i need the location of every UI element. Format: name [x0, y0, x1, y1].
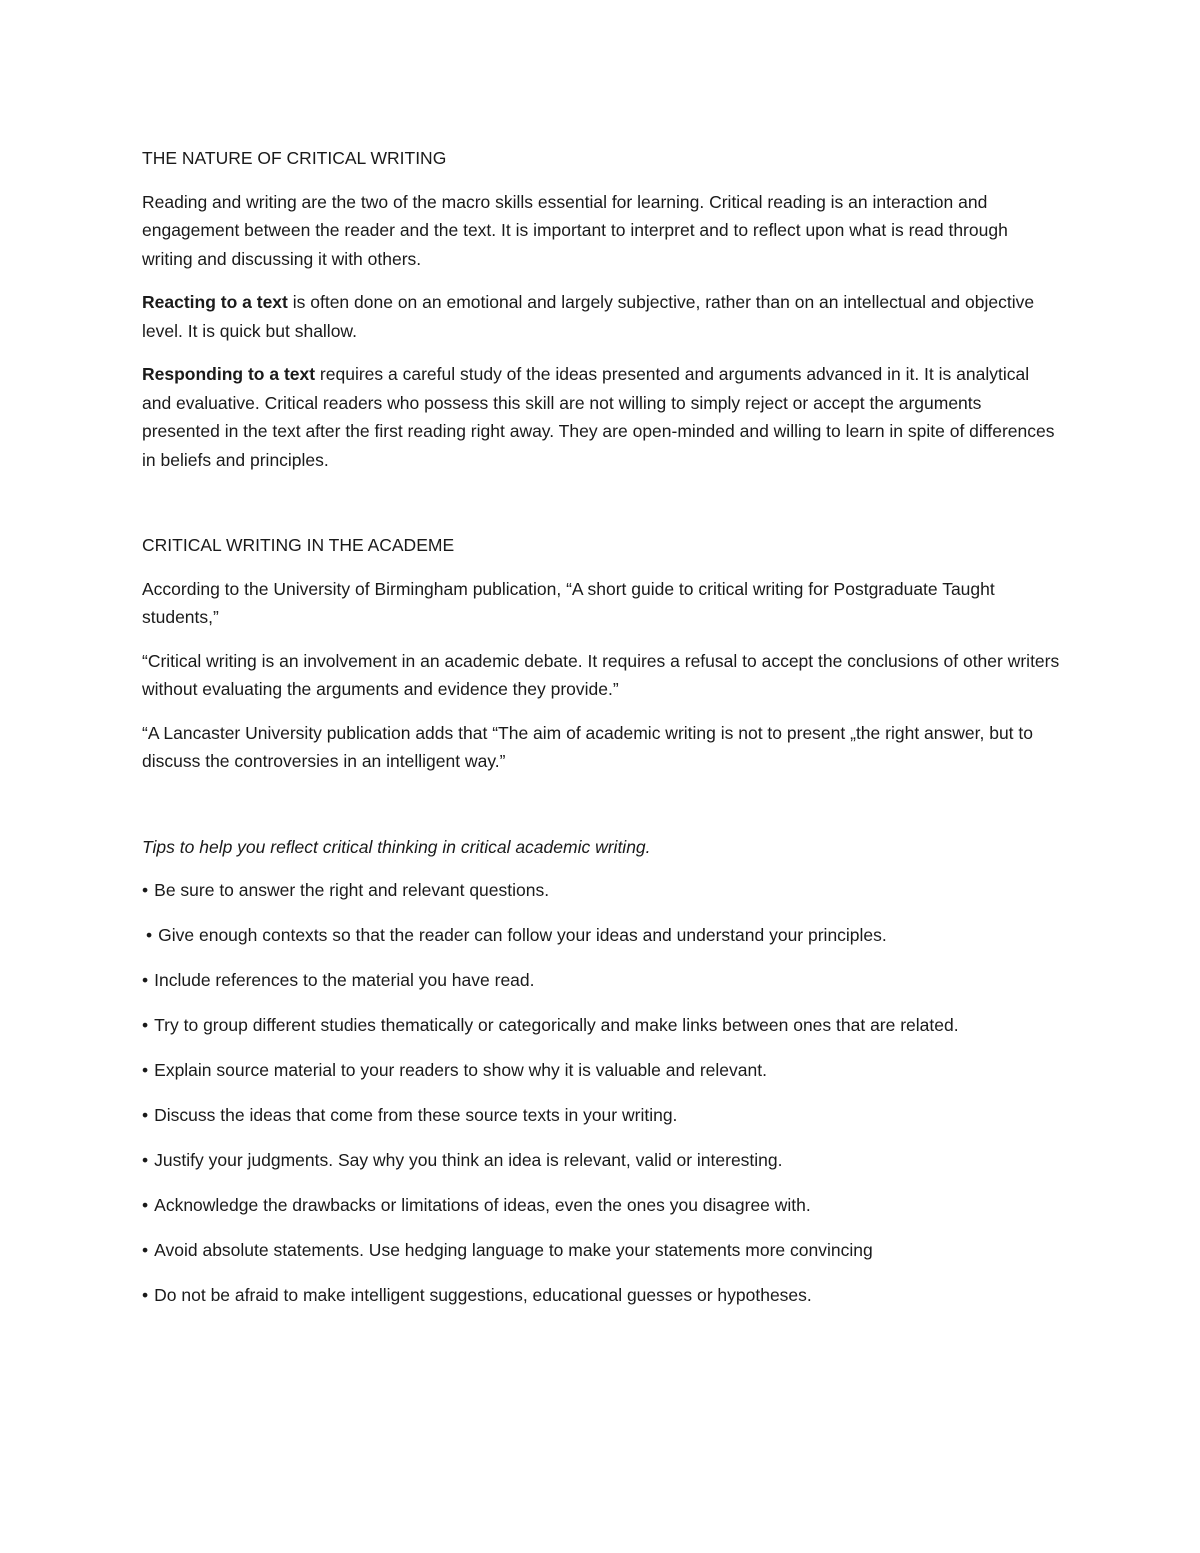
list-item [142, 1056, 1062, 1085]
list-item [142, 921, 1062, 950]
section-spacer [142, 489, 1062, 531]
section-spacer [142, 791, 1062, 833]
bullet-icon: • [142, 880, 149, 900]
bullet-icon: • [142, 1150, 149, 1170]
list-item [142, 1281, 1062, 1310]
list-item-text: Explain source material to your readers to show why it is valuable and relevant. [154, 1060, 767, 1080]
list-item-text: Discuss the ideas that come from these source texts in your writing. [154, 1105, 678, 1125]
list-item-text: Avoid absolute statements. Use hedging language to make your statements more convincing [154, 1240, 873, 1260]
list-item-text: Give enough contexts so that the reader can follow your ideas and understand your principles. [158, 925, 887, 945]
list-item-text: Be sure to answer the right and relevant questions. [154, 880, 550, 900]
bullet-icon: • [142, 1060, 149, 1080]
tips-list [142, 876, 1062, 1310]
paragraph-responding [142, 360, 1062, 474]
tips-intro: Tips to help you reflect critical thinking in critical academic writing. [142, 836, 651, 857]
list-item [142, 876, 1062, 905]
bullet-icon: • [146, 925, 153, 945]
paragraph-lancaster-quote: “A Lancaster University publication adds that “The aim of academic writing is not to present „the right answer, but to discuss the controversies in an intelligent way.” [142, 722, 1033, 771]
list-item [142, 1236, 1062, 1265]
term-reacting: Reacting to a text [142, 292, 288, 312]
list-item-text: Justify your judgments. Say why you think an idea is relevant, valid or interesting. [154, 1150, 783, 1170]
list-item [142, 966, 1062, 995]
bullet-icon: • [142, 1240, 149, 1260]
section-heading-academe: CRITICAL WRITING IN THE ACADEME [142, 535, 455, 555]
paragraph-responding-text: requires a careful study of the ideas presented and arguments advanced in it. It is analytical and evaluative. Critical readers who possess this skill are not willing to simply reject or accept the arguments presented in the text after the first reading right away. They are open-minded and willing to learn in spite of differences in beliefs and principles. [142, 364, 1055, 470]
list-item [142, 1191, 1062, 1220]
list-item-text: Acknowledge the drawbacks or limitations of ideas, even the ones you disagree with. [154, 1195, 811, 1215]
term-responding: Responding to a text [142, 364, 316, 384]
bullet-icon: • [142, 1105, 149, 1125]
section-heading-nature: THE NATURE OF CRITICAL WRITING [142, 148, 447, 168]
bullet-icon: • [142, 1195, 149, 1215]
paragraph-macro-skills: Reading and writing are the two of the macro skills essential for learning. Critical reading is an interaction and engagement between the reader and the text. It is important to interpret and to reflect upon what is read through writing and discussing it with others. [142, 191, 1008, 269]
paragraph-reacting-text: is often done on an emotional and largely subjective, rather than on an intellectual and objective level. It is quick but shallow. [142, 292, 1035, 341]
list-item-text: Try to group different studies thematically or categorically and make links between ones that are related. [154, 1015, 959, 1035]
list-item [142, 1146, 1062, 1175]
paragraph-critical-writing-quote: “Critical writing is an involvement in an academic debate. It requires a refusal to accept the conclusions of other writers without evaluating the arguments and evidence they provide.” [142, 650, 1060, 699]
list-item-text: Do not be afraid to make intelligent suggestions, educational guesses or hypotheses. [154, 1285, 812, 1305]
document-page [142, 144, 1062, 1326]
bullet-icon: • [142, 1015, 149, 1035]
paragraph-birmingham: According to the University of Birmingham publication, “A short guide to critical writing for Postgraduate Taught students,” [142, 578, 995, 627]
bullet-icon: • [142, 1285, 149, 1305]
paragraph-reacting [142, 288, 1062, 345]
list-item [142, 1011, 1062, 1040]
list-item-text: Include references to the material you have read. [154, 970, 535, 990]
bullet-icon: • [142, 970, 149, 990]
list-item [142, 1101, 1062, 1130]
